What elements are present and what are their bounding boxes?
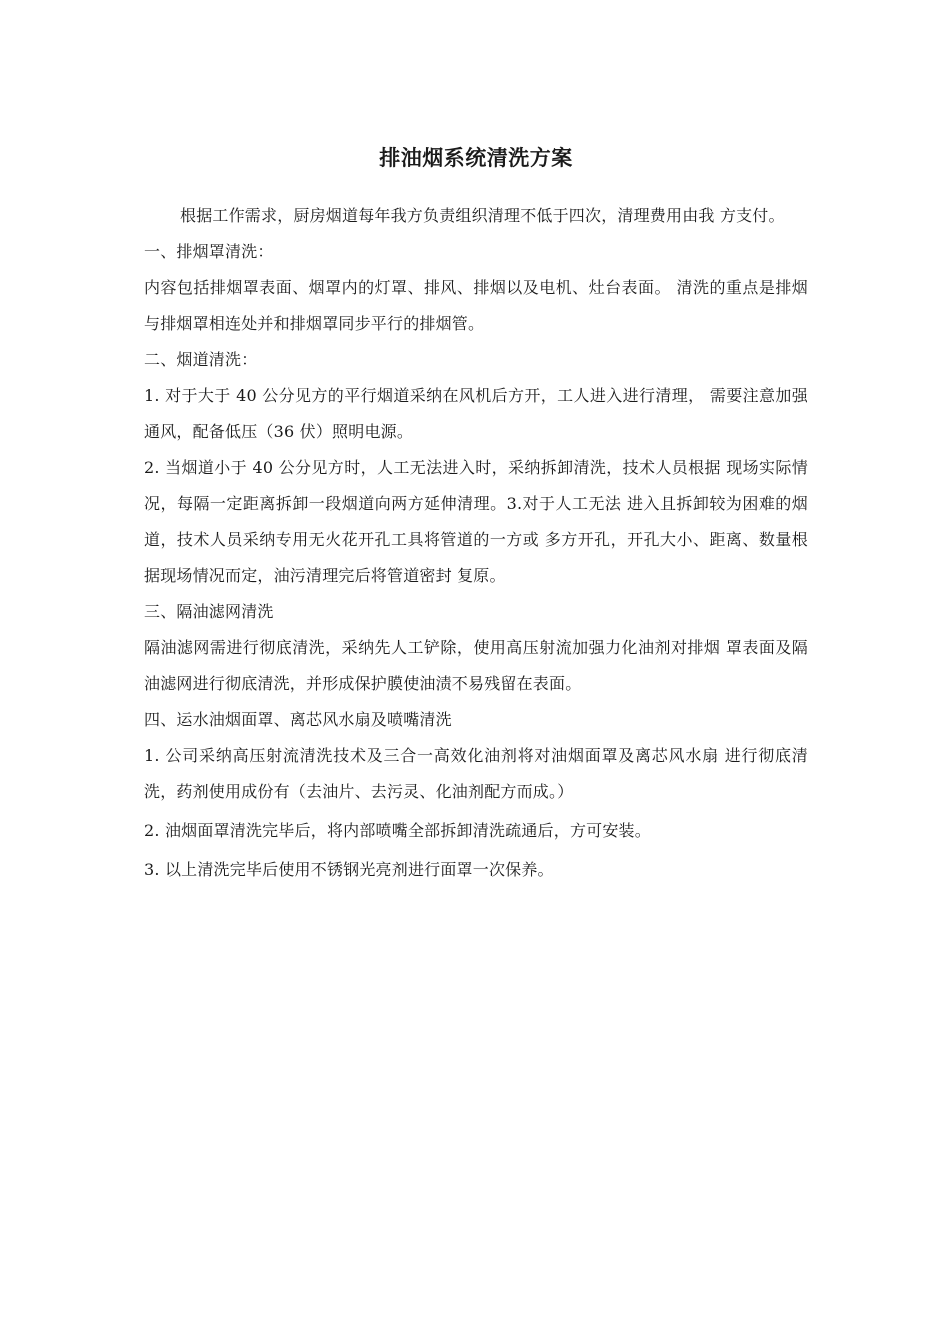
document-body	[144, 141, 808, 888]
section-4-item-2: 2. 油烟面罩清洗完毕后，将内部喷嘴全部拆卸清洗疏通后，方可安装。	[144, 821, 651, 840]
section-2-heading: 二、烟道清洗：	[144, 350, 258, 369]
section-2-item-1: 1. 对于大于 40 公分见方的平行烟道采纳在风机后方开，工人进入进行清理， 需要注意加强通风，配备低压（36 伏）照明电源。	[144, 386, 808, 441]
document-title: 排油烟系统清洗方案	[379, 145, 573, 170]
section-1-body: 内容包括排烟罩表面、烟罩内的灯罩、排风、排烟以及电机、灶台表面。 清洗的重点是排烟与排烟罩相连处并和排烟罩同步平行的排烟管。	[144, 278, 808, 333]
section-4-heading: 四、运水油烟面罩、离芯风水扇及喷嘴清洗	[144, 710, 452, 729]
section-4-item-3: 3. 以上清洗完毕后使用不锈钢光亮剂进行面罩一次保养。	[144, 860, 554, 879]
section-1-heading: 一、排烟罩清洗：	[144, 242, 274, 261]
section-4-item-1: 1. 公司采纳高压射流清洗技术及三合一高效化油剂将对油烟面罩及离芯风水扇 进行彻底清洗，药剂使用成份有（去油片、去污灵、化油剂配方而成。）	[144, 746, 808, 801]
section-3-heading: 三、隔油滤网清洗	[144, 602, 274, 621]
intro-paragraph: 根据工作需求，厨房烟道每年我方负责组织清理不低于四次，清理费用由我 方支付。	[180, 206, 785, 225]
section-2-item-2: 2. 当烟道小于 40 公分见方时，人工无法进入时，采纳拆卸清洗，技术人员根据 现场实际情况，每隔一定距离拆卸一段烟道向两方延伸清理。3.对于人工无法 进入且拆卸较为困难的烟道，技术人员采纳专用无火花开孔工具将管道的一方或 多方开孔，开孔大小、距离、数量根据现场情况而定，油污清理完后将管道密封 复原。	[144, 458, 808, 585]
section-3-body: 隔油滤网需进行彻底清洗，采纳先人工铲除，使用高压射流加强力化油剂对排烟 罩表面及隔油滤网进行彻底清洗，并形成保护膜使油渍不易残留在表面。	[144, 638, 808, 693]
